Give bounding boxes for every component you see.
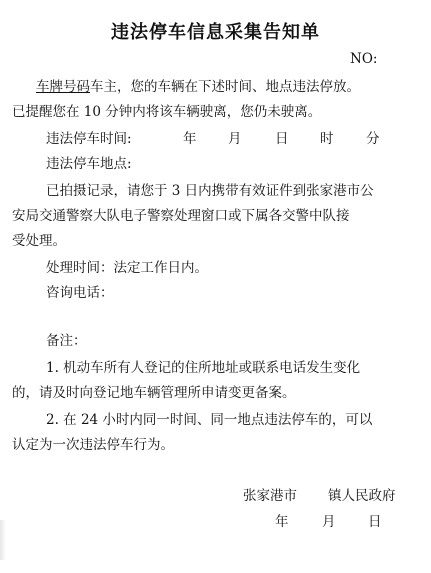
- note-2-line-2: 认定为一次违法停车行为。: [12, 437, 174, 453]
- note-2-line-1: 2. 在 24 小时内同一时间、同一地点违法停车的，可以: [46, 412, 373, 428]
- violation-time-minute: 分: [366, 131, 380, 147]
- signature-city: 张家港市: [243, 488, 297, 504]
- instruction-line-3: 受处理。: [12, 233, 66, 249]
- violation-location-label: 违法停车地点:: [46, 156, 132, 172]
- notice-intro-text: 车主，您的车辆在下述时间、地点违法停放。: [90, 79, 360, 95]
- signature-day: 日: [368, 514, 382, 530]
- violation-time-month: 月: [228, 131, 242, 147]
- signature-month: 月: [322, 514, 336, 530]
- instruction-line-1: 已拍摄记录，请您于 3 日内携带有效证件到张家港市公: [46, 183, 374, 199]
- plate-number-placeholder: 车牌号码: [36, 79, 90, 95]
- signature-government: 镇人民政府: [328, 488, 396, 504]
- violation-time-year: 年: [183, 131, 197, 147]
- violation-time-hour: 时: [320, 131, 334, 147]
- notice-intro-line-2: 已提醒您在 10 分钟内将该车辆驶离，您仍未驶离。: [12, 104, 322, 120]
- serial-number-label: NO:: [350, 51, 378, 67]
- page-title: 违法停车信息采集告知单: [111, 22, 320, 43]
- notes-label: 备注：: [46, 333, 87, 349]
- page-edge-shadow: [0, 520, 6, 560]
- notice-intro-line-1: [36, 78, 360, 96]
- instruction-line-2: 安局交通警察大队电子警察处理窗口或下属各交警中队接: [12, 208, 350, 224]
- signature-year: 年: [275, 514, 289, 530]
- consult-phone: 咨询电话：: [46, 285, 114, 301]
- note-1-line-1: 1. 机动车所有人登记的住所地址或联系电话发生变化: [46, 360, 361, 376]
- handling-time: 处理时间：法定工作日内。: [46, 260, 208, 276]
- note-1-line-2: 的，请及时向登记地车辆管理所申请变更备案。: [12, 385, 296, 401]
- violation-time-label: 违法停车时间:: [46, 131, 132, 147]
- violation-time-day: 日: [275, 131, 289, 147]
